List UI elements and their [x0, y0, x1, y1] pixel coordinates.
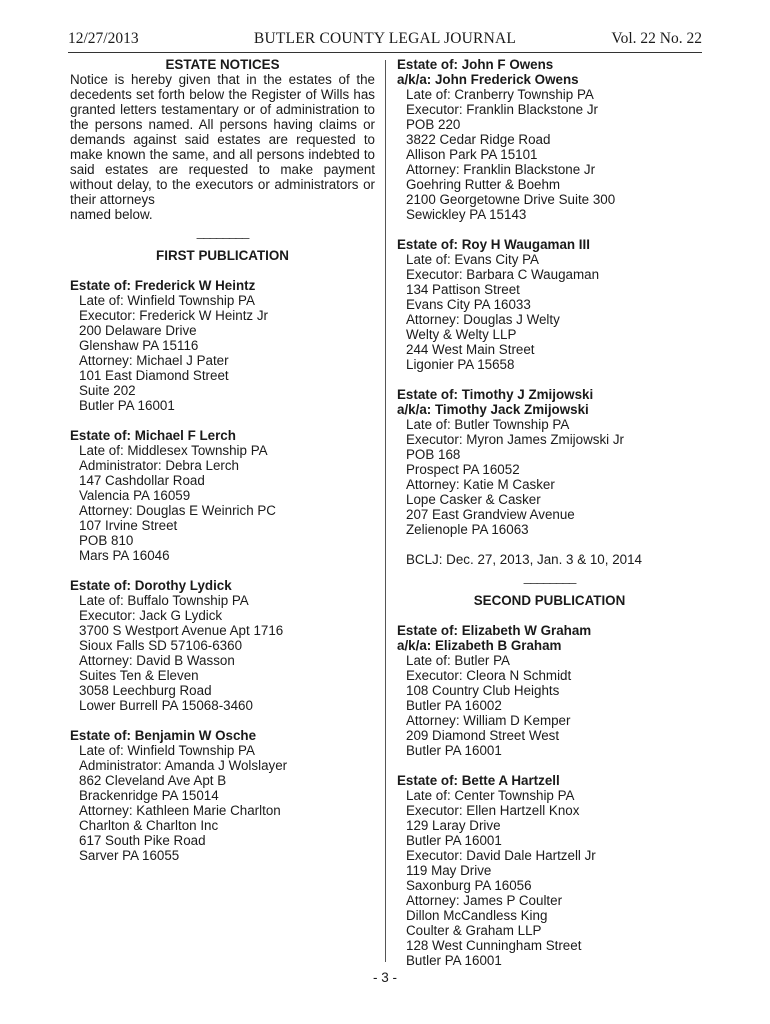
estate-detail-line: Executor: Franklin Blackstone Jr [406, 102, 599, 117]
estate-detail-line: Lower Burrell PA 15068-3460 [79, 698, 253, 713]
estate-detail-line: 107 Irvine Street [79, 518, 178, 533]
estate-detail-line: POB 220 [406, 117, 461, 132]
estate-detail-line: Attorney: Douglas E Weinrich PC [79, 503, 276, 518]
estate-detail-line: Zelienople PA 16063 [406, 522, 529, 537]
journal-header [68, 30, 702, 53]
estate-detail-line: Welty & Welty LLP [406, 327, 517, 342]
estate-detail-line: Attorney: Douglas J Welty [406, 312, 560, 327]
estate-detail-line: Attorney: Kathleen Marie Charlton [79, 803, 281, 818]
estate-detail-line: 3058 Leechburg Road [79, 683, 212, 698]
estate-detail-line: Dillon McCandless King [406, 908, 548, 923]
estate-entry [70, 428, 375, 563]
column-divider [385, 60, 386, 962]
estate-detail-line: 200 Delaware Drive [79, 323, 197, 338]
estate-detail-line: Valencia PA 16059 [79, 488, 191, 503]
estate-detail-line: 147 Cashdollar Road [79, 473, 205, 488]
estate-detail-line: Late of: Winfield Township PA [79, 743, 255, 758]
page-number: - 3 - [372, 970, 397, 985]
left-column [70, 57, 375, 878]
estate-detail-line: Attorney: William D Kemper [406, 713, 571, 728]
estate-detail-line: Attorney: Franklin Blackstone Jr [406, 162, 596, 177]
notice-body-end: named below. [70, 207, 153, 222]
bclj-publication-dates: BCLJ: Dec. 27, 2013, Jan. 3 & 10, 2014 [406, 552, 642, 567]
estate-detail-line: 3822 Cedar Ridge Road [406, 132, 551, 147]
estate-detail-line: Evans City PA 16033 [406, 297, 531, 312]
estate-detail-line: Butler PA 16002 [406, 698, 502, 713]
estate-detail-line: Goehring Rutter & Boehm [406, 177, 561, 192]
estate-detail-line: Executor: Cleora N Schmidt [406, 668, 572, 683]
estate-detail-line: Attorney: Katie M Casker [406, 477, 555, 492]
estate-detail-line: Attorney: David B Wasson [79, 653, 235, 668]
estate-detail-line: 862 Cleveland Ave Apt B [79, 773, 227, 788]
estate-title: Estate of: Roy H Waugaman III [397, 237, 590, 252]
estate-detail-line: Glenshaw PA 15116 [79, 338, 199, 353]
estate-detail-line: Late of: Winfield Township PA [79, 293, 255, 308]
estate-entry [70, 278, 375, 413]
estate-detail-line: Allison Park PA 15101 [406, 147, 538, 162]
estate-detail-line: Prospect PA 16052 [406, 462, 520, 477]
estate-detail-line: Executor: David Dale Hartzell Jr [406, 848, 596, 863]
estate-title: Estate of: John F Owens [397, 57, 554, 72]
journal-title: BUTLER COUNTY LEGAL JOURNAL [253, 30, 517, 47]
right-column [397, 57, 702, 983]
estate-title: Estate of: Frederick W Heintz [70, 278, 256, 293]
estate-detail-line: Executor: Barbara C Waugaman [406, 267, 600, 282]
estate-detail-line: Attorney: Michael J Pater [79, 353, 229, 368]
estate-detail-line: Sioux Falls SD 57106-6360 [79, 638, 243, 653]
estate-entry [397, 237, 702, 372]
estate-detail-line: Late of: Cranberry Township PA [406, 87, 594, 102]
section-rule-2: ________ [523, 569, 576, 584]
issue-date: 12/27/2013 [68, 30, 139, 47]
estate-aka: a/k/a: Elizabeth B Graham [397, 638, 562, 653]
estate-detail-line: Late of: Center Township PA [406, 788, 575, 803]
estate-detail-line: Brackenridge PA 15014 [79, 788, 219, 803]
estate-detail-line: Executor: Myron James Zmijowski Jr [406, 432, 625, 447]
notice-body: Notice is hereby given that in the estates of the decedents set forth below the Register of Wills has granted letters testamentary or of administration to the persons named. All persons having claims or demands against said estates are requested to make known the same, and all persons indebted to said estates are requested to make payment without delay, to the executors or administrators or their attorneys [70, 72, 375, 207]
estate-detail-line: Late of: Butler Township PA [406, 417, 570, 432]
estate-title: Estate of: Michael F Lerch [70, 428, 236, 443]
section-rule: ________ [196, 224, 249, 239]
estate-detail-line: Butler PA 16001 [79, 398, 175, 413]
estate-aka: a/k/a: Timothy Jack Zmijowski [397, 402, 589, 417]
estate-detail-line: Late of: Middlesex Township PA [79, 443, 268, 458]
estate-detail-line: 2100 Georgetowne Drive Suite 300 [406, 192, 616, 207]
first-publication-heading: FIRST PUBLICATION [156, 248, 289, 263]
second-publication-estates [397, 623, 702, 968]
estate-detail-line: Administrator: Debra Lerch [79, 458, 240, 473]
estate-detail-line: Coulter & Graham LLP [406, 923, 542, 938]
estate-detail-line: Lope Casker & Casker [406, 492, 541, 507]
estate-detail-line: Executor: Frederick W Heintz Jr [79, 308, 268, 323]
estate-detail-line: 3700 S Westport Avenue Apt 1716 [79, 623, 284, 638]
estate-entry [397, 57, 702, 222]
estate-detail-line: 207 East Grandview Avenue [406, 507, 575, 522]
estate-detail-line: Butler PA 16001 [406, 953, 502, 968]
estate-detail-line: 209 Diamond Street West [406, 728, 560, 743]
estate-entry [70, 728, 375, 863]
estate-entry [70, 578, 375, 713]
estate-detail-line: Ligonier PA 15658 [406, 357, 515, 372]
estate-detail-line: Executor: Jack G Lydick [79, 608, 223, 623]
first-publication-estates-left [70, 278, 375, 863]
estate-detail-line: Executor: Ellen Hartzell Knox [406, 803, 580, 818]
estate-detail-line: POB 810 [79, 533, 134, 548]
estate-detail-line: 128 West Cunningham Street [406, 938, 582, 953]
estate-detail-line: Sarver PA 16055 [79, 848, 180, 863]
estate-detail-line: Attorney: James P Coulter [406, 893, 563, 908]
estate-detail-line: 244 West Main Street [406, 342, 535, 357]
first-publication-estates-right [397, 57, 702, 537]
estate-detail-line: Late of: Buffalo Township PA [79, 593, 249, 608]
estate-title: Estate of: Elizabeth W Graham [397, 623, 592, 638]
estate-detail-line: Suite 202 [79, 383, 136, 398]
estate-detail-line: 108 Country Club Heights [406, 683, 560, 698]
estate-title: Estate of: Benjamin W Osche [70, 728, 257, 743]
estate-detail-line: POB 168 [406, 447, 461, 462]
estate-entry [397, 623, 702, 758]
estate-detail-line: 617 South Pike Road [79, 833, 206, 848]
estate-detail-line: 134 Pattison Street [406, 282, 520, 297]
estate-detail-line: Butler PA 16001 [406, 833, 502, 848]
estate-entry [397, 387, 702, 537]
estate-detail-line: Mars PA 16046 [79, 548, 170, 563]
volume-number: Vol. 22 No. 22 [611, 30, 702, 47]
estate-detail-line: 129 Laray Drive [406, 818, 501, 833]
estate-title: Estate of: Timothy J Zmijowski [397, 387, 594, 402]
estate-detail-line: Sewickley PA 15143 [406, 207, 527, 222]
estate-detail-line: Late of: Evans City PA [406, 252, 539, 267]
estate-notices-heading: ESTATE NOTICES [165, 57, 280, 72]
estate-detail-line: 119 May Drive [406, 863, 492, 878]
estate-title: Estate of: Bette A Hartzell [397, 773, 560, 788]
estate-aka: a/k/a: John Frederick Owens [397, 72, 579, 87]
estate-detail-line: Saxonburg PA 16056 [406, 878, 532, 893]
estate-detail-line: Charlton & Charlton Inc [79, 818, 219, 833]
estate-entry [397, 773, 702, 968]
estate-title: Estate of: Dorothy Lydick [70, 578, 232, 593]
second-publication-heading: SECOND PUBLICATION [473, 593, 626, 608]
estate-detail-line: Suites Ten & Eleven [79, 668, 199, 683]
estate-detail-line: Late of: Butler PA [406, 653, 510, 668]
estate-detail-line: Administrator: Amanda J Wolslayer [79, 758, 288, 773]
estate-detail-line: Butler PA 16001 [406, 743, 502, 758]
estate-detail-line: 101 East Diamond Street [79, 368, 229, 383]
